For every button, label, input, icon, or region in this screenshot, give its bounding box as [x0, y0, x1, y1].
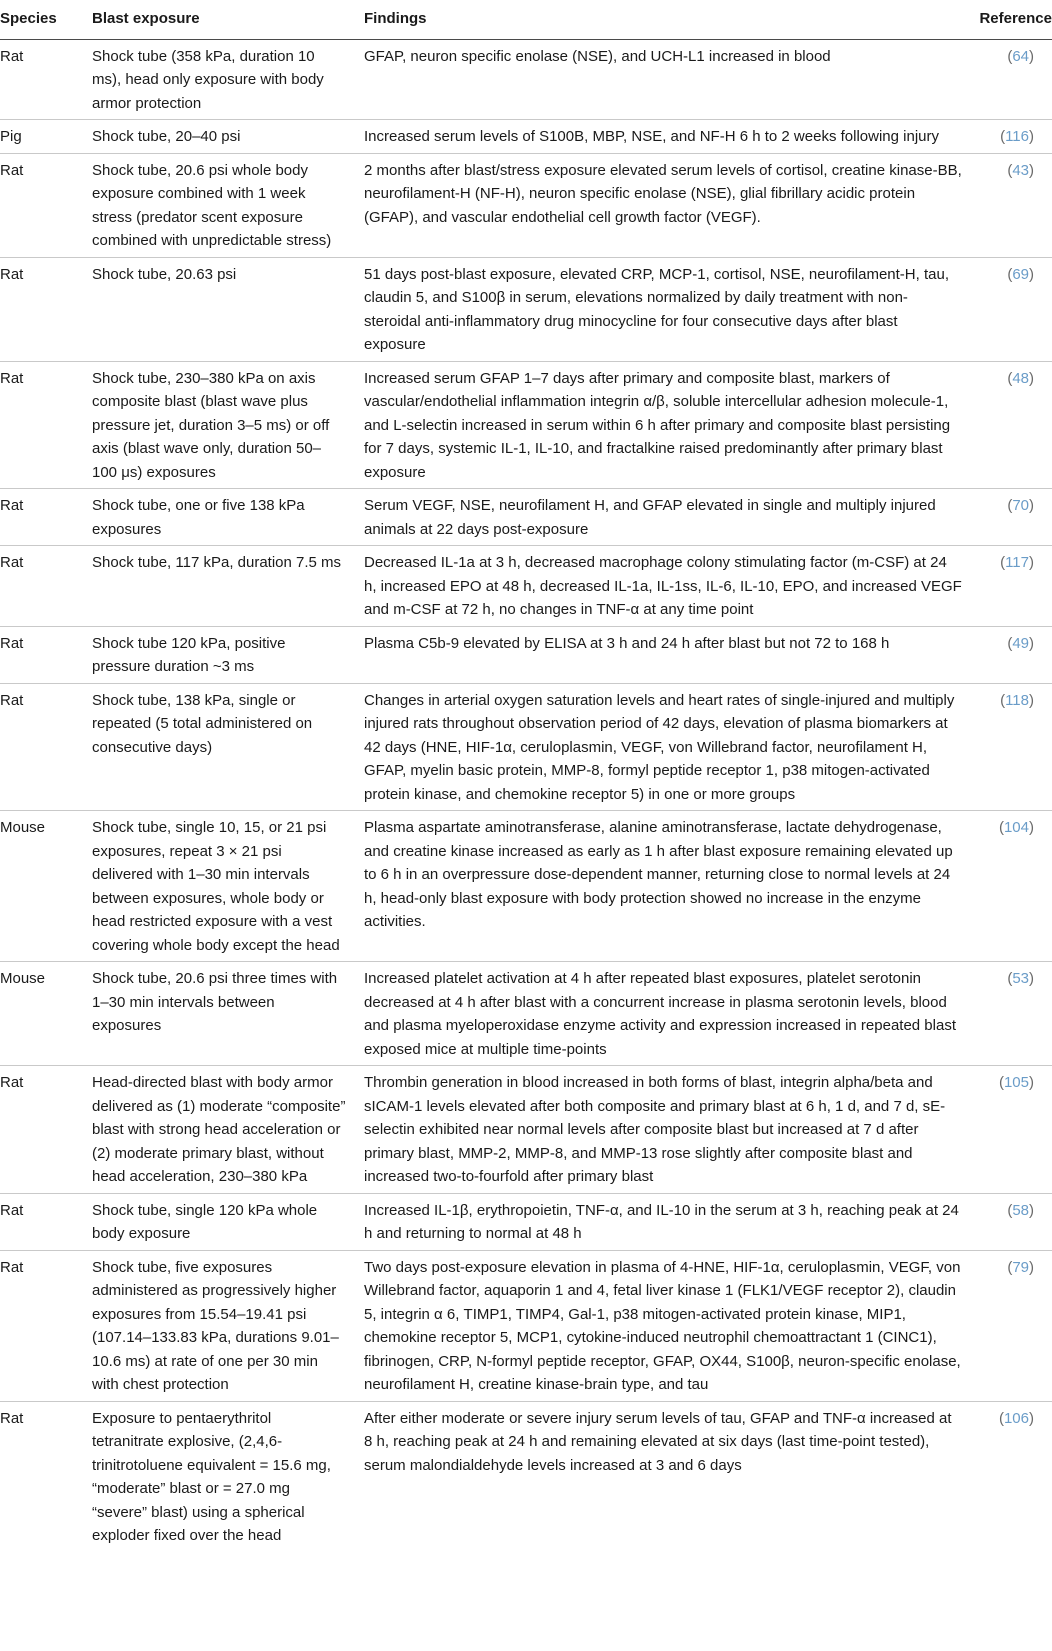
table-row — [0, 361, 1052, 489]
blast-exposure-cell: Shock tube, 20.6 psi three times with 1–30 min intervals between exposures — [92, 962, 364, 1066]
reference-cell: (70) — [972, 489, 1052, 546]
species-cell: Rat — [0, 257, 92, 361]
table-row — [0, 257, 1052, 361]
reference-link[interactable]: 117 — [1005, 554, 1029, 571]
reference-link[interactable]: 49 — [1012, 634, 1029, 652]
table-row — [0, 626, 1052, 683]
findings-cell: Changes in arterial oxygen saturation levels and heart rates of single-injured and multiply injured rats throughout observation period of 42 days, elevation of plasma biomarkers at 42 days (HNE, HIF-1α, ceruloplasmin, VEGF, von Willebrand factor, neurofilament H, GFAP, myelin basic protein, MMP-8, formyl peptide receptor 1, p38 mitogen-activated protein kinase, and chemokine receptor 5) in one or more groups — [364, 683, 972, 811]
reference-cell: (48) — [972, 361, 1052, 489]
species-cell: Rat — [0, 361, 92, 489]
species-cell: Rat — [0, 1250, 92, 1401]
blast-exposure-cell: Head-directed blast with body armor delivered as (1) moderate “composite” blast with strong head acceleration or (2) moderate primary blast, without head acceleration, 230–380 kPa — [92, 1066, 364, 1194]
blast-exposure-cell: Exposure to pentaerythritol tetranitrate explosive, (2,4,6-trinitrotoluene equivalent = 15.6 mg, “moderate” blast or = 27.0 mg “severe” blast) using a spherical exploder fixed over the head — [92, 1409, 331, 1544]
species-cell: Mouse — [0, 811, 92, 962]
table-row — [0, 1066, 1052, 1194]
reference-link[interactable]: 48 — [1012, 369, 1029, 387]
reference-header: Reference — [972, 0, 1052, 39]
species-cell: Rat — [0, 1193, 92, 1250]
table-row — [0, 962, 1052, 1066]
reference-cell: (69) — [972, 257, 1052, 361]
table-row — [0, 1401, 1052, 1552]
reference-link[interactable]: 105 — [1003, 1074, 1029, 1091]
findings-cell: Increased platelet activation at 4 h after repeated blast exposures, platelet serotonin decreased at 4 h after blast with a concurrent increase in plasma serotonin levels, blood and plasma myeloperoxidase enzyme activity and expression increased in repeated blast exposed mice at multiple time-points — [364, 962, 972, 1066]
findings-cell: After either moderate or severe injury serum levels of tau, GFAP and TNF-α increased at 8 h, reaching peak at 24 h and remaining elevated at six days (last time-point tested), serum malondialdehyde levels increased at 3 and 6 days — [364, 1409, 952, 1474]
reference-cell: (53) — [972, 962, 1052, 1066]
reference-link[interactable]: 118 — [1005, 691, 1029, 709]
reference-link[interactable]: 116 — [1005, 128, 1029, 145]
reference-link[interactable]: 104 — [1003, 819, 1029, 836]
species-header: Species — [0, 0, 92, 39]
blast-exposure-cell: Shock tube, 230–380 kPa on axis composite blast (blast wave plus pressure jet, duration 3–5 ms) or off axis (blast wave only, duration 50–100 μs) exposures — [92, 361, 364, 489]
table-row — [0, 39, 1052, 120]
reference-cell: (104) — [972, 811, 1052, 962]
blast-exposure-cell: Shock tube, 20.6 psi whole body exposure combined with 1 week stress (predator scent exposure combined with unpredictable stress) — [92, 153, 364, 257]
reference-cell: (116) — [972, 120, 1052, 154]
reference-link[interactable]: 79 — [1012, 1258, 1029, 1276]
table-row — [0, 811, 1052, 962]
blast-exposure-cell: Shock tube, single 10, 15, or 21 psi exposures, repeat 3 × 21 psi delivered with 1–30 min intervals between exposures, whole body or head restricted exposure with a vest covering whole body except the head — [92, 811, 364, 962]
species-cell: Rat — [0, 546, 92, 627]
reference-cell: (79) — [972, 1250, 1052, 1401]
findings-cell: 51 days post-blast exposure, elevated CRP, MCP-1, cortisol, NSE, neurofilament-H, tau, claudin 5, and S100β in serum, elevations normalized by daily treatment with non-steroidal anti-inflammatory drug minocycline for four consecutive days after blast exposure — [364, 257, 972, 361]
findings-cell: Two days post-exposure elevation in plasma of 4-HNE, HIF-1α, ceruloplasmin, VEGF, von Willebrand factor, aquaporin 1 and 4, fetal liver kinase 1 (FLK1/VEGF receptor 2), claudin 5, integrin α 6, TIMP1, TIMP4, Gal-1, p38 mitogen-activated protein kinase, MIP1, chemokine receptor 5, MCP1, cytokine-induced neutrophil chemoattractant 1 (CINC1), fibrinogen, CRP, N-formyl peptide receptor, GFAP, OX44, S100β, neuron-specific enolase, neurofilament H, creatine kinase-brain type, and tau — [364, 1250, 972, 1401]
reference-link[interactable]: 70 — [1012, 497, 1029, 514]
blast-exposure-cell: Shock tube, 117 kPa, duration 7.5 ms — [92, 546, 364, 627]
blast-exposure-cell: Shock tube, single 120 kPa whole body exposure — [92, 1193, 364, 1250]
findings-cell: Increased serum levels of S100B, MBP, NSE, and NF-H 6 h to 2 weeks following injury — [364, 120, 972, 154]
findings-cell: Serum VEGF, NSE, neurofilament H, and GFAP elevated in single and multiply injured animals at 22 days post-exposure — [364, 489, 972, 546]
blast-exposure-cell: Shock tube, 20.63 psi — [92, 257, 364, 361]
species-cell: Rat — [0, 1066, 92, 1194]
reference-link[interactable]: 53 — [1012, 970, 1029, 987]
table-body — [0, 39, 1052, 1552]
reference-link[interactable]: 69 — [1012, 265, 1029, 283]
species-cell: Rat — [0, 39, 92, 120]
findings-cell: Plasma C5b-9 elevated by ELISA at 3 h and 24 h after blast but not 72 to 168 h — [364, 626, 972, 683]
species-cell: Rat — [0, 1409, 24, 1427]
blast-exposure-cell: Shock tube, 20–40 psi — [92, 120, 364, 154]
table-row — [0, 153, 1052, 257]
findings-cell: Increased IL-1β, erythropoietin, TNF-α, and IL-10 in the serum at 3 h, reaching peak at 24 h and returning to normal at 48 h — [364, 1193, 972, 1250]
findings-cell: Decreased IL-1a at 3 h, decreased macrophage colony stimulating factor (m-CSF) at 24 h, increased EPO at 48 h, decreased IL-1a, IL-1ss, IL-6, IL-10, EPO, and increased VEGF and m-CSF at 72 h, no changes in TNF-α at any time point — [364, 546, 972, 627]
header-row — [0, 0, 1052, 39]
species-cell: Rat — [0, 626, 92, 683]
blast-exposure-cell: Shock tube, 138 kPa, single or repeated (5 total administered on consecutive days) — [92, 683, 364, 811]
reference-link[interactable]: 64 — [1012, 47, 1029, 65]
species-cell: Rat — [0, 153, 92, 257]
reference-link[interactable]: 106 — [1003, 1409, 1029, 1427]
findings-header: Findings — [364, 0, 972, 39]
table-row — [0, 683, 1052, 811]
findings-cell: Increased serum GFAP 1–7 days after primary and composite blast, markers of vascular/endothelial inflammation integrin α/β, soluble intercellular adhesion molecule-1, and L-selectin increased in serum within 6 h after primary and composite blast persisting for 7 days, systemic IL-1, IL-10, and fractalkine raised predominantly after primary blast exposure — [364, 361, 972, 489]
reference-cell: (64) — [972, 39, 1052, 120]
reference-cell: (49) — [972, 626, 1052, 683]
species-cell: Mouse — [0, 962, 92, 1066]
blast-exposure-header: Blast exposure — [92, 0, 364, 39]
findings-cell: 2 months after blast/stress exposure elevated serum levels of cortisol, creatine kinase-BB, neurofilament-H (NF-H), neuron specific enolase (NSE), glial fibrillary acidic protein (GFAP), and vascular endothelial cell growth factor (VEGF). — [364, 153, 972, 257]
reference-link[interactable]: 58 — [1012, 1201, 1029, 1219]
blast-exposure-cell: Shock tube, one or five 138 kPa exposures — [92, 489, 364, 546]
reference-cell: (117) — [972, 546, 1052, 627]
blast-exposure-cell: Shock tube, five exposures administered as progressively higher exposures from 15.54–19.41 psi (107.14–133.83 kPa, durations 9.01–10.6 ms) at rate of one per 30 min with chest protection — [92, 1250, 364, 1401]
findings-cell: Plasma aspartate aminotransferase, alanine aminotransferase, lactate dehydrogenase, and creatine kinase increased as early as 1 h after blast exposure remaining elevated up to 6 h in an overpressure dose-dependent manner, returning close to normal levels at 24 h, head-only blast exposure with body protection showed no increase in the enzyme activities. — [364, 811, 972, 962]
species-cell: Rat — [0, 489, 92, 546]
findings-cell: Thrombin generation in blood increased in both forms of blast, integrin alpha/beta and sICAM-1 levels elevated after both composite and primary blast at 6 h, 1 d, and 7 d, sE-selectin exhibited near normal levels after composite blast but increased at 7 d after primary blast, MMP-2, MMP-8, and MMP-13 rose slightly after composite blast and increased two-to-fourfold after primary blast — [364, 1066, 972, 1194]
table-row — [0, 489, 1052, 546]
reference-cell: (118) — [972, 683, 1052, 811]
reference-cell: (43) — [972, 153, 1052, 257]
species-cell: Rat — [0, 683, 92, 811]
reference-cell: (106) — [998, 1409, 1034, 1427]
species-cell: Pig — [0, 120, 92, 154]
blast-exposure-cell: Shock tube 120 kPa, positive pressure duration ~3 ms — [92, 626, 364, 683]
reference-cell: (58) — [972, 1193, 1052, 1250]
findings-cell: GFAP, neuron specific enolase (NSE), and UCH-L1 increased in blood — [364, 39, 972, 120]
table-row — [0, 1193, 1052, 1250]
reference-link[interactable]: 43 — [1012, 161, 1029, 179]
table-row — [0, 1250, 1052, 1401]
reference-cell: (105) — [972, 1066, 1052, 1194]
table-row — [0, 120, 1052, 154]
table-row — [0, 546, 1052, 627]
blast-exposure-cell: Shock tube (358 kPa, duration 10 ms), head only exposure with body armor protection — [92, 39, 364, 120]
